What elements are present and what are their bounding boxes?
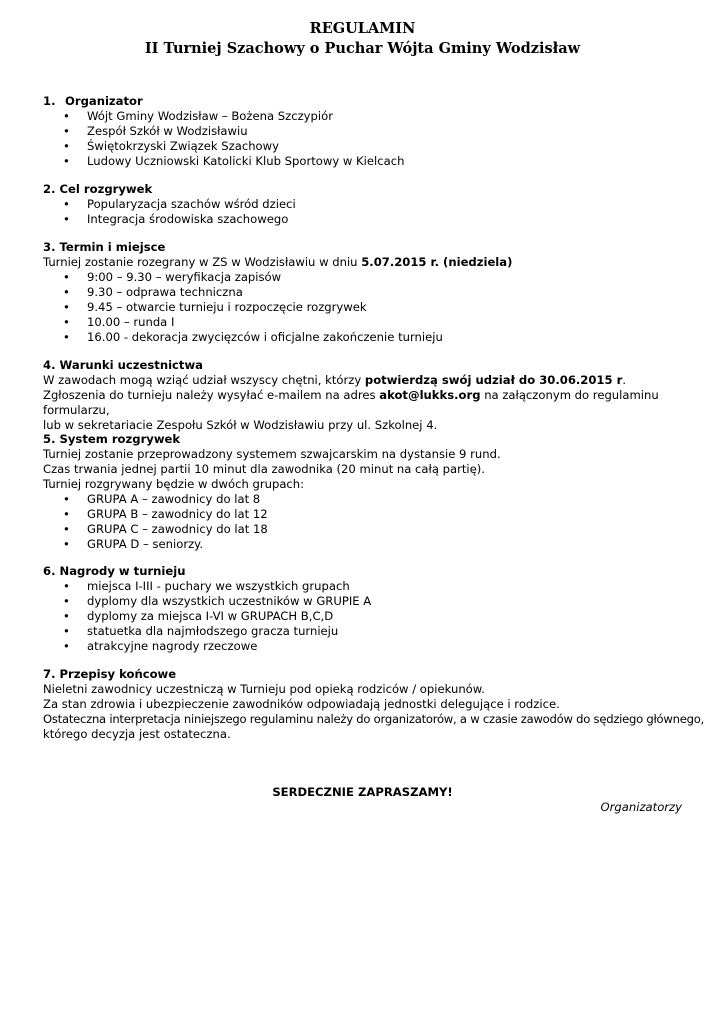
list-item: • dyplomy dla wszystkich uczestników w GRUPIE A [63, 594, 372, 608]
provision-line: którego decyzja jest ostateczna. [43, 727, 231, 741]
bullet-icon: • [63, 624, 70, 638]
list-item: • GRUPA D – seniorzy. [63, 537, 204, 551]
list-item: • 9:00 – 9.30 – weryfikacja zapisów [63, 270, 282, 284]
email-link[interactable]: akot@lukks.org [379, 388, 481, 402]
bullet-icon: • [63, 639, 70, 653]
list-item: • 10.00 – runda I [63, 315, 175, 329]
list-item: • atrakcyjne nagrody rzeczowe [63, 639, 258, 653]
list-item: • miejsca I-III - puchary we wszystkich grupach [63, 579, 350, 593]
bullet-icon: • [63, 537, 70, 551]
bullet-icon: • [63, 609, 70, 623]
bullet-icon: • [63, 330, 70, 344]
system-line: Turniej rozgrywany będzie w dwóch grupach: [43, 477, 305, 491]
section-heading: 4. Warunki uczestnictwa [43, 358, 204, 372]
list-item: • Zespół Szkół w Wodzisławiu [63, 124, 248, 138]
list-item: • statuetka dla najmłodszego gracza turnieju [63, 624, 339, 638]
bullet-icon: • [63, 579, 70, 593]
section-heading [43, 94, 693, 109]
section-heading: 7. Przepisy końcowe [43, 667, 177, 681]
bullet-icon: • [63, 139, 70, 153]
bullet-icon: • [63, 507, 70, 521]
bullet-icon: • [63, 154, 70, 168]
schedule-list [43, 270, 693, 345]
system-line: Turniej zostanie przeprowadzony systemem szwajcarskim na dystansie 9 rund. [43, 447, 501, 461]
bullet-icon: • [63, 522, 70, 536]
list-item: • GRUPA B – zawodnicy do lat 12 [63, 507, 268, 521]
section-prizes [43, 564, 693, 654]
list-item: • Integracja środowiska szachowego [63, 212, 289, 226]
provision-line: Za stan zdrowia i ubezpieczenie zawodników odpowiadają jednostki delegujące i rodzice. [43, 697, 560, 711]
list-item: • Ludowy Uczniowski Katolicki Klub Sportowy w Kielcach [63, 154, 405, 168]
conditions-line: W zawodach mogą wziąć udział wszyscy chętni, którzy potwierdzą swój udział do 30.06.2015 r. [43, 373, 626, 387]
organizer-list [43, 109, 693, 169]
section-heading: 5. System rozgrywek [43, 432, 181, 446]
bullet-icon: • [63, 594, 70, 608]
bullet-icon: • [63, 212, 70, 226]
section-number: 1. [43, 94, 56, 108]
list-item: • Popularyzacja szachów wśród dzieci [63, 197, 296, 211]
system-line: Czas trwania jednej partii 10 minut dla zawodnika (20 minut na całą partię). [43, 462, 485, 476]
bullet-icon: • [63, 315, 70, 329]
bullet-icon: • [63, 492, 70, 506]
list-item: • 9.30 – odprawa techniczna [63, 285, 243, 299]
section-title: Organizator [65, 94, 143, 108]
section-final-provisions [43, 667, 704, 742]
bullet-icon: • [63, 300, 70, 314]
prizes-list [43, 579, 693, 654]
section-heading: 2. Cel rozgrywek [43, 182, 153, 196]
document-subtitle: II Turniej Szachowy o Puchar Wójta Gminy Wodzisław [144, 40, 581, 57]
signature: Organizatorzy [600, 800, 682, 814]
provision-line: Nieletni zawodnicy uczestniczą w Turnieju pod opieką rodziców / opiekunów. [43, 682, 485, 696]
section-organizer [43, 94, 693, 169]
section-heading: 3. Termin i miejsce [43, 240, 166, 254]
bullet-icon: • [63, 197, 70, 211]
bullet-icon: • [63, 270, 70, 284]
list-item: • Świętokrzyski Związek Szachowy [63, 139, 279, 153]
section-conditions [43, 358, 693, 433]
document-title: REGULAMIN [309, 20, 416, 37]
section-date-place [43, 240, 693, 345]
registration-line: Zgłoszenia do turnieju należy wysyłać e-mailem na adres akot@lukks.org na załączonym do regulaminu formularzu, [43, 388, 659, 417]
section-goal [43, 182, 693, 227]
section-system [43, 432, 693, 552]
invitation: SERDECZNIE ZAPRASZAMY! [272, 785, 453, 799]
date-line: Turniej zostanie rozegrany w ZS w Wodzisławiu w dniu 5.07.2015 r. (niedziela) [43, 255, 513, 269]
list-item: • 9.45 – otwarcie turnieju i rozpoczęcie rozgrywek [63, 300, 367, 314]
bullet-icon: • [63, 109, 70, 123]
list-item: • 16.00 - dekoracja zwycięzców i oficjalne zakończenie turnieju [63, 330, 443, 344]
bullet-icon: • [63, 124, 70, 138]
section-heading: 6. Nagrody w turnieju [43, 564, 186, 578]
groups-list [43, 492, 693, 552]
provision-line: Ostateczna interpretacja niniejszego regulaminu należy do organizatorów, a w czasie zawodów do sędziego głównego, [43, 712, 704, 726]
bullet-icon: • [63, 285, 70, 299]
list-item: • Wójt Gminy Wodzisław – Bożena Szczypiór [63, 109, 333, 123]
list-item: • GRUPA A – zawodnicy do lat 8 [63, 492, 261, 506]
registration-line-2: lub w sekretariacie Zespołu Szkół w Wodzisławiu przy ul. Szkolnej 4. [43, 418, 438, 432]
list-item: • GRUPA C – zawodnicy do lat 18 [63, 522, 268, 536]
list-item: • dyplomy za miejsca I-VI w GRUPACH B,C,D [63, 609, 334, 623]
goal-list [43, 197, 693, 227]
